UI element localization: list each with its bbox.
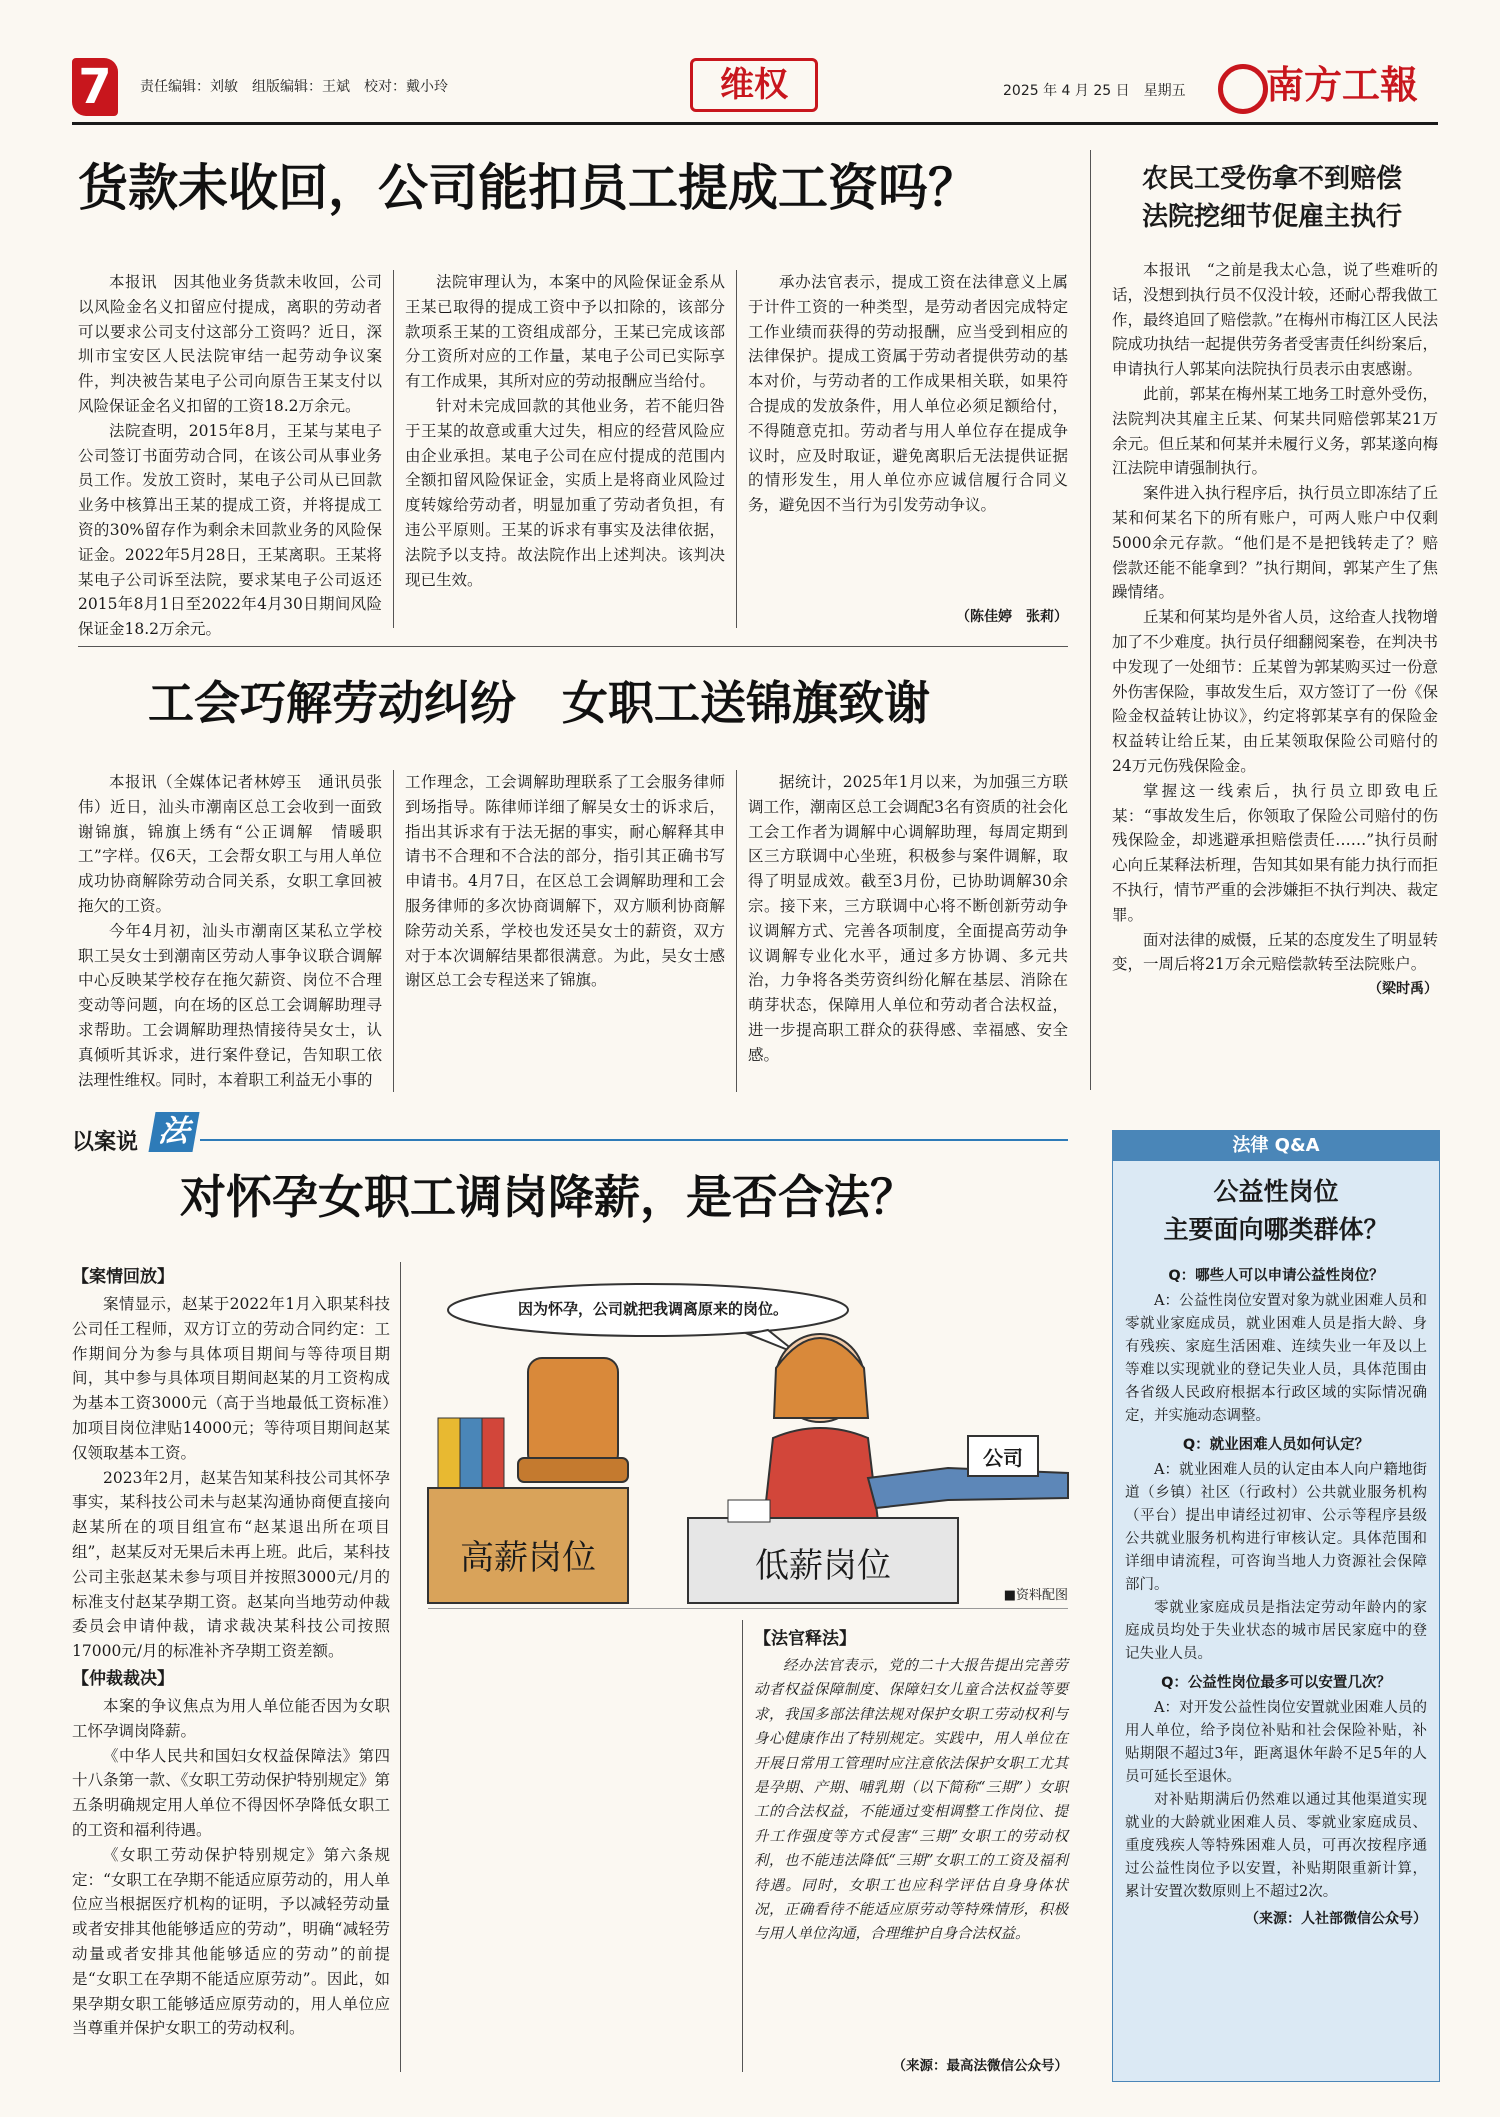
cartoon-sign: 公司 [983,1446,1023,1470]
qa-question-3: Q：公益性岗位最多可以安置几次？ [1161,1675,1391,1691]
arbitration-para3: 《女职工劳动保护特别规定》第六条规定：“女职工在孕期不能适应原劳动的，用人单位应当根据医疗机构的证明，予以减轻劳动量或者安排其他能够适应的劳动”，明确“减轻劳动量或者安排其他能够适应的劳动”的前提是“女职工在孕期不能适应原劳动”。因此，如果孕期女职工能够适应原劳动的，用人单位应当尊重并保护女职工的劳动权利。 [72,1845,390,2038]
qa-body [1125,1259,1427,1931]
article1-byline: （陈佳婷 张莉） [956,609,1068,625]
article2-col2-overflow-note: 工作理念，工会调解助理联系了工会服务律师到场指导。陈律师详细了解吴女士的诉求后，指出其诉求有于法无据的事实，耐心解释其申请书不合理和不合法的部分，指引其正确书写申请书。4月7日，在区总工会调解助理和工会服务律师的多次协商调解下，双方顺利协商解除劳动关系，学校也发还吴女士的薪资，双方对于本次调解结果都很满意。为此，吴女士感谢区总工会专程送来了锦旗。 [405,773,725,990]
judge-para1: 经办法官表示，党的二十大报告提出完善劳动者权益保障制度、保障妇女儿童合法权益等要求，我国多部法律法规对保护女职工劳动权利与身心健康作出了特别规定。实践中，用人单位在开展日常用工管理时应注意依法保护女职工尤其是孕期、产期、哺乳期（以下简称“三期”）女职工的合法权益，不能通过变相调整工作岗位、提升工作强度等方式侵害“三期”女职工的劳动权利，也不能违法降低“三期”女职工的工资及福利待遇。同时，女职工也应科学评估自身身体状况，正确看待不能适应原劳动等特殊情形，积极与用人单位沟通，合理维护自身合法权益。 [754,1658,1068,1943]
column-divider [736,270,737,628]
article1-para4: 针对未完成回款的其他业务，若不能归咎于王某的故意或重大过失，相应的经营风险应由企业承担。某电子公司在应付提成的范围内全额扣留风险保证金，实质上是将商业风险过度转嫁给劳动者，明显加重了劳动者负担，有违公平原则。王某的诉求有事实及法律依据，法院予以支持。故法院作出上述判决。该判决现已生效。 [405,396,725,589]
review-para1: 案情显示，赵某于2022年1月入职某科技公司任工程师，双方订立的劳动合同约定：工作期间分为参与具体项目期间与等待项目期间，其中参与具体项目期间赵某的月工资构成为基本工资3000元（高于当地最低工资标准）加项目岗位津贴14000元；等待项目期间赵某仅领取基本工资。 [72,1295,390,1462]
side-para3: 案件进入执行程序后，执行员立即冻结了丘某和何某名下的所有账户，可两人账户中仅剩5000余元存款。“他们是不是把钱转走了？赔偿款还能不能拿到？”执行期间，郭某产生了焦躁情绪。 [1112,484,1438,602]
article2-para2: 今年4月初，汕头市潮南区某私立学校职工吴女士到潮南区劳动人事争议联合调解中心反映某学校存在拖欠薪资、岗位不合理变动等问题，向在场的区总工会调解助理寻求帮助。工会调解助理热情接待吴女士，认真倾听其诉求，进行案件登记，告知职工依法理性维权。同时，本着职工利益无小事的 [78,921,382,1089]
case-section-label: 以案说 [72,1130,139,1155]
qa-answer-1: A：公益性岗位安置对象为就业困难人员和零就业家庭成员，就业困难人员是指大龄、身有残疾、家庭生活困难、连续失业一年及以上等难以实现就业的登记失业人员，具体范围由各省级人民政府根据本行政区域的实际情况确定，并实施动态调整。 [1125,1293,1427,1424]
judge-heading: 【法官释法】 [754,1629,856,1649]
side-para5: 掌握这一线索后，执行员立即致电丘某：“事故发生后，你领取了保险公司赔付的伤残保险金，却逃避承担赔偿责任……”执行员耐心向丘某释法析理，告知其如果有能力执行而拒不执行，情节严重的会涉嫌拒不执行判决、裁定罪。 [1112,781,1438,924]
side-story-title-2: 法院挖细节促雇主执行 [1141,202,1402,232]
qa-answer-3b: 对补贴期满后仍然难以通过其他渠道实现就业的大龄就业困难人员、零就业家庭成员、重度残疾人等特殊困难人员，可再次按程序通过公益性岗位予以安置，补贴期限重新计算，累计安置次数原则上不超过2次。 [1125,1792,1427,1900]
qa-band: 法律 Q&A [1113,1131,1439,1161]
editor-credits: 责任编辑：刘敏 组版编辑：王斌 校对：戴小玲 [140,79,448,95]
article1-para2: 法院查明，2015年8月，王某与某电子公司签订书面劳动合同，在该公司从事业务员工作。发放工资时，某电子公司从已回款业务中核算出王某的提成工资，并将提成工资的30%留存作为剩余未回款业务的风险保证金。2022年5月28日，王某离职。王某将某电子公司诉至法院，要求某电子公司返还2015年8月1日至2022年4月30日期间风险保证金18.2万余元。 [78,421,382,639]
qa-byline: （来源：人社部微信公众号） [1245,1911,1427,1927]
article2-col1 [78,770,382,1092]
header-rule [72,122,1438,125]
newspaper-logo [1218,60,1438,114]
qa-question-1: Q：哪些人可以申请公益性岗位？ [1168,1268,1384,1284]
section-tag: 维权 [690,58,818,112]
side-column-divider [1090,150,1091,1090]
qa-question-2: Q：就业困难人员如何认定？ [1182,1437,1370,1453]
side-para1: 本报讯 “之前是我太心急，说了些难听的话，没想到执行员不仅没计较，还耐心帮我做工作，最终追回了赔偿款。”在梅州市梅江区人民法院成功执结一起提供劳务者受害责任纠纷案后，申请执行人郭某向法院执行员表示由衷感谢。 [1112,261,1438,379]
logo-text: 南方工報 [1266,62,1419,107]
review-para2: 2023年2月，赵某告知某科技公司其怀孕事实，某科技公司未与赵某沟通协商便直接向赵某所在的项目组宣布“赵某退出所在项目组”，赵某反对无果后未再上班。此后，某科技公司主张赵某未参与项目并按照3000元/月的标准支付赵某孕期工资。赵某向当地劳动仲裁委员会申请仲裁，请求裁决某科技公司按照17000元/月的标准补齐孕期工资差额。 [72,1468,390,1661]
review-heading: 【案情回放】 [72,1267,174,1287]
page-number: 7 [72,58,118,116]
article1-para3: 法院审理认为，本案中的风险保证金系从王某已取得的提成工资中予以扣除的，该部分款项系王某的工资组成部分，王某已完成该部分工资所对应的工作量，某电子公司已实际享有工作成果，其所对应的劳动报酬应当给付。 [405,273,725,391]
article1-col3 [748,270,1068,604]
section-divider [78,646,1068,647]
column-divider [393,770,394,1092]
case-section-rule [200,1139,1068,1141]
qa-answer-2b: 零就业家庭成员是指法定劳动年龄内的家庭成员均处于失业状态的城市居民家庭中的登记失业人员。 [1125,1600,1427,1662]
side-para2: 此前，郭某在梅州某工地务工时意外受伤，法院判决其雇主丘某、何某共同赔偿郭某21万余元。但丘某和何某并未履行义务，郭某遂向梅江法院申请强制执行。 [1112,384,1438,478]
side-story-body [1112,258,1438,1084]
article2-col2 [405,770,725,1092]
arbitration-heading: 【仲裁裁决】 [72,1668,174,1689]
cartoon-speech: 因为怀孕，公司就把我调离原来的岗位。 [517,1300,788,1318]
article2-col3 [748,770,1068,1092]
cartoon-low-desk: 低薪岗位 [755,1546,891,1586]
qa-box [1112,1130,1440,2082]
column-divider [400,1262,401,2072]
qa-title-2: 主要面向哪类群体？ [1163,1215,1389,1244]
logo-icon [1218,64,1268,114]
issue-date: 2025 年 4 月 25 日 星期五 [1003,83,1186,99]
judge-byline: （来源：最高法微信公众号） [892,2058,1068,2074]
article1-para5: 承办法官表示，提成工资在法律意义上属于计件工资的一种类型，是劳动者因完成特定工作业绩而获得的劳动报酬，应当受到相应的法律保护。提成工资属于劳动者提供劳动的基本对价，与劳动者的工作成果相关联，如果符合提成的发放条件，用人单位必须足额给付，不得随意克扣。劳动者与用人单位存在提成争议时，应及时取证，避免离职后无法提供证据的情形发生，用人单位亦应诚信履行合同义务，避免因不当行为引发劳动争议。 [748,273,1068,515]
article1-col2 [405,270,725,628]
column-divider [736,770,737,1092]
article2-para3: 据统计，2025年1月以来，为加强三方联调工作，潮南区总工会调配3名有资质的社会化工会工作者为调解中心调解助理，每周定期到区三方联调中心坐班，积极参与案件调解，取得了明显成效。截至3月份，已协助调解30余宗。接下来，三方联调中心将不断创新劳动争议调解方式、完善各项制度，全面提高劳动争议调解专业化水平，通过多方协调、多元共治，力争将各类劳资纠纷化解在基层、消除在萌芽状态，保障用人单位和劳动者合法权益，进一步提高职工群众的获得感、幸福感、安全感。 [748,773,1068,1064]
article2-title: 工会巧解劳动纠纷 女职工送锦旗致谢 [148,676,930,730]
arbitration-para1: 本案的争议焦点为用人单位能否因为女职工怀孕调岗降薪。 [72,1696,390,1740]
cartoon-illustration [428,1268,1068,1609]
article1-para1: 本报讯 因其他业务货款未收回，公司以风险金名义扣留应付提成，离职的劳动者可以要求公司支付这部分工资吗？近日，深圳市宝安区人民法院审结一起劳动争议案件，判决被告某电子公司向原告王某支付以风险保证金名义扣留的工资18.2万余元。 [78,273,382,415]
side-para4: 丘某和何某均是外省人员，这给查人找物增加了不少难度。执行员仔细翻阅案卷，在判决书中发现了一处细节：丘某曾为郭某购买过一份意外伤害保险，事故发生后，双方签订了一份《保险金权益转让协议》，约定将郭某享有的保险金权益转让给丘某，由丘某领取保险公司赔付的24万元伤残保险金。 [1112,608,1438,775]
arbitration-para2: 《中华人民共和国妇女权益保障法》第四十八条第一款、《女职工劳动保护特别规定》第五条明确规定用人单位不得因怀孕降低女职工的工资和福利待遇。 [72,1746,390,1839]
qa-answer-3a: A：对开发公益性岗位安置就业困难人员的用人单位，给予岗位补贴和社会保险补贴，补贴期限不超过3年，距离退休年龄不足5年的人员可延长至退休。 [1125,1700,1427,1785]
column-divider [742,1620,743,2072]
case-col1 [72,1262,390,2072]
case-title: 对怀孕女职工调岗降薪，是否合法？ [180,1170,916,1224]
qa-answer-2a: A：就业困难人员的认定由本人向户籍地街道（乡镇）社区（行政村）公共就业服务机构（平台）提出申请经过初审、公示等程序县级公共就业服务机构进行审核认定。具体范围和详细申请流程，可咨询当地人力资源社会保障部门。 [1125,1462,1427,1593]
side-byline: （梁时禹） [1368,981,1438,998]
cartoon-credit: ■资料配图 [1003,1588,1068,1603]
cartoon-high-desk: 高薪岗位 [460,1538,596,1578]
judge-col [754,1624,1068,2054]
article2-para1: 本报讯（全媒体记者林婷玉 通讯员张伟）近日，汕头市潮南区总工会收到一面致谢锦旗，锦旗上绣有“公正调解 情暖职工”字样。仅6天，工会帮女职工与用人单位成功协商解除劳动合同关系，女职工拿回被拖欠的工资。 [78,773,382,915]
article1-col1 [78,270,382,639]
law-mark: 法 [148,1112,199,1152]
column-divider [393,270,394,628]
side-para6: 面对法律的威慑，丘某的态度发生了明显转变，一周后将21万余元赔偿款转至法院账户。 [1112,930,1438,974]
side-story-title-1: 农民工受伤拿不到赔偿 [1141,164,1402,194]
article1-title: 货款未收回，公司能扣员工提成工资吗？ [78,158,978,217]
qa-title-1: 公益性岗位 [1213,1177,1339,1206]
